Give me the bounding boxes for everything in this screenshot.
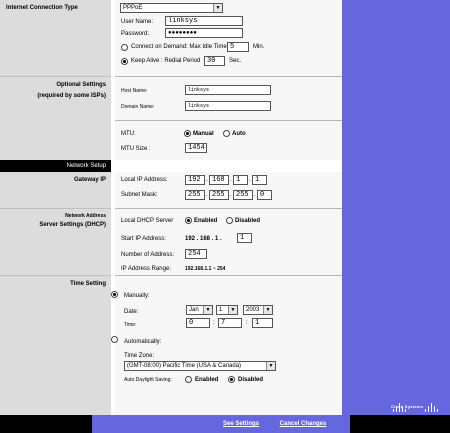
dhcp-disabled-radio[interactable] (226, 217, 233, 224)
dst-disabled-radio[interactable] (228, 376, 235, 383)
divider (115, 76, 342, 77)
chevron-down-icon: ▼ (203, 306, 212, 314)
sidebar-divider (0, 76, 111, 77)
local-ip-octet-4[interactable]: 1 (252, 175, 267, 185)
connect-on-demand-label: Connect on Demand: Max Idle Time (131, 44, 227, 50)
dhcp-disabled-label: Disabled (235, 218, 261, 224)
time-zone-select[interactable] (124, 361, 276, 371)
minute-input[interactable]: 7 (218, 318, 242, 328)
hour-input[interactable]: 0 (186, 318, 210, 328)
time-automatic-radio[interactable] (111, 336, 118, 343)
mtu-manual-radio[interactable] (184, 130, 191, 137)
month-value: Jan (189, 307, 199, 313)
subnet-octet-1[interactable]: 255 (185, 190, 205, 200)
number-of-address-label: Number of Address: (121, 252, 175, 258)
local-ip-octet-2[interactable]: 168 (209, 175, 229, 185)
network-setup-band-right (115, 160, 342, 172)
year-select[interactable] (243, 305, 273, 315)
divider (115, 208, 342, 209)
dot: . (206, 192, 208, 198)
dst-enabled-label: Enabled (195, 377, 219, 383)
dhcp-enabled-label: Enabled (194, 218, 218, 224)
max-idle-time-input[interactable]: 5 (227, 42, 249, 52)
section-optional-settings: Optional Settings (56, 82, 106, 88)
dot: . (249, 177, 251, 183)
keep-alive-label: Keep Alive : Redial Period (131, 58, 201, 64)
dhcp-server-label: Local DHCP Server (121, 218, 174, 224)
day-value: 1 (219, 307, 223, 313)
section-time-setting: Time Setting (70, 281, 106, 287)
section-gateway-ip: Gateway IP (73, 177, 106, 183)
divider (115, 120, 342, 121)
section-dhcp-settings: Server Settings (DHCP) (39, 222, 106, 228)
time-manual-label: Manually: (124, 293, 150, 299)
start-ip-prefix: 192 . 168 . 1 . (185, 236, 222, 242)
year-value: 2003 (246, 307, 260, 313)
dot: . (206, 177, 208, 183)
cancel-changes-button[interactable]: Cancel Changes (279, 421, 327, 427)
brand-text: Cisco Systems (391, 404, 424, 409)
mtu-auto-radio[interactable] (223, 130, 230, 137)
connect-on-demand-radio[interactable] (121, 44, 128, 51)
connection-type-select[interactable] (120, 3, 223, 13)
sidebar-divider (0, 275, 111, 276)
domain-name-label: Domain Name: (121, 104, 155, 110)
divider (115, 275, 342, 276)
section-network-setup: Network Setup (66, 163, 106, 169)
mtu-manual-label: Manual (193, 131, 214, 137)
section-network-address: Network Address (65, 213, 106, 219)
sec-unit-label: Sec. (229, 58, 242, 64)
mtu-size-label: MTU Size : (121, 146, 151, 152)
auto-dst-label: Auto Daylight Saving: (124, 377, 172, 383)
time-label: Time: (124, 322, 137, 328)
subnet-mask-label: Subnet Mask: (121, 192, 158, 198)
mtu-auto-label: Auto (232, 131, 246, 137)
user-name-label: User Name: (121, 19, 154, 25)
time-colon: : (213, 320, 215, 326)
dot: . (230, 177, 232, 183)
month-select[interactable] (186, 305, 213, 315)
start-ip-last-octet-input[interactable]: 1 (237, 233, 252, 243)
min-unit-label: Min. (253, 44, 265, 50)
dst-enabled-radio[interactable] (185, 376, 192, 383)
time-colon: : (246, 320, 248, 326)
subnet-octet-2[interactable]: 255 (209, 190, 229, 200)
right-accent-panel (342, 0, 450, 415)
date-label: Date: (124, 309, 139, 315)
time-zone-value: (GMT-08:00) Pacific Time (USA & Canada) (127, 363, 242, 369)
dot: . (230, 192, 232, 198)
dot: . (254, 192, 256, 198)
chevron-down-icon: ▼ (266, 362, 275, 370)
start-ip-label: Start IP Address: (121, 236, 166, 242)
dhcp-enabled-radio[interactable] (185, 217, 192, 224)
local-ip-octet-3[interactable]: 1 (233, 175, 248, 185)
second-input[interactable]: 1 (252, 318, 273, 328)
subnet-octet-4[interactable]: 0 (257, 190, 272, 200)
day-select[interactable] (216, 305, 238, 315)
sidebar-divider (0, 208, 111, 209)
keep-alive-radio[interactable] (121, 58, 128, 65)
local-ip-octet-1[interactable]: 192 (185, 175, 205, 185)
host-name-label: Host Name: (121, 88, 148, 94)
dst-disabled-label: Disabled (238, 377, 264, 383)
user-name-input[interactable]: linksys (165, 16, 243, 26)
chevron-down-icon: ▼ (263, 306, 272, 314)
redial-period-input[interactable]: 30 (204, 56, 225, 66)
subnet-octet-3[interactable]: 255 (233, 190, 253, 200)
number-of-address-input[interactable]: 254 (185, 249, 207, 259)
save-settings-button[interactable]: See Settings (222, 421, 259, 427)
time-zone-label: Time Zone: (124, 353, 155, 359)
section-internet-connection-type: Internet Connection Type (6, 5, 78, 11)
password-label: Password: (121, 31, 150, 37)
section-optional-settings-note: (required by some ISPs) (37, 93, 106, 99)
host-name-input[interactable]: linksys (185, 85, 271, 95)
chevron-down-icon: ▼ (228, 306, 237, 314)
time-manual-radio[interactable] (111, 291, 118, 298)
domain-name-input[interactable]: linksys (185, 101, 271, 111)
ip-range-label: IP Address Range: (121, 266, 171, 272)
time-automatic-label: Automatically: (124, 339, 162, 345)
password-input[interactable]: ●●●●●●●● (165, 28, 243, 38)
mtu-label: MTU: (121, 131, 136, 137)
connection-type-value: PPPoE (123, 5, 143, 11)
chevron-down-icon: ▼ (213, 4, 222, 12)
ip-range-value: 192.168.1.1 ~ 254 (185, 266, 226, 272)
mtu-size-input[interactable]: 1454 (185, 143, 207, 153)
local-ip-label: Local IP Address: (121, 177, 168, 183)
